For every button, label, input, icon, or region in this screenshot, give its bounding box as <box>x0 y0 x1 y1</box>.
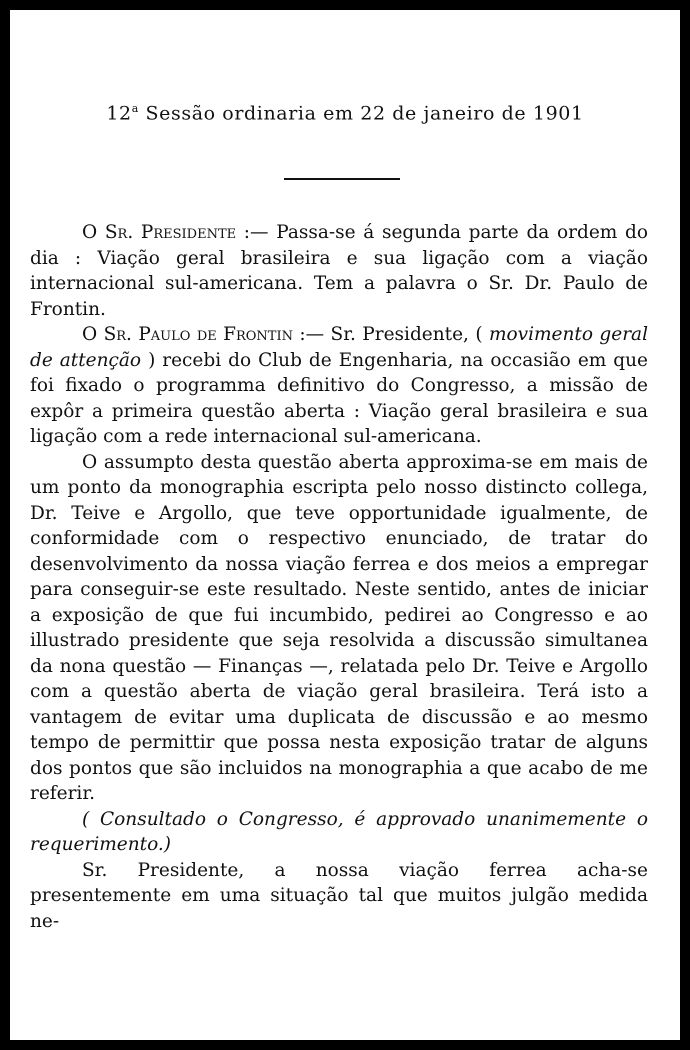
ordinal-superscript: a <box>131 102 139 115</box>
paragraph-4-italic-note: ( Consultado o Congresso, é approvado unanimemente o requerimento.) <box>30 808 648 855</box>
session-title-text: Sessão ordinaria em 22 de janeiro de 1901 <box>138 102 584 125</box>
session-number: 12 <box>106 102 132 125</box>
paragraph-1-text: :— Passa-se á segunda parte da ordem do dia : Viação geral brasileira e sua ligação com a viação internacional sul-americana. Tem a palavra o Sr. Dr. Paulo de Frontin. <box>30 222 648 320</box>
paragraph-2-text-b: ) recebi do Club de Engenharia, na occasião em que foi fixado o programma definitivo do Congresso, a missão de expôr a primeira questão aberta : Viação geral brasileira e sua ligação com a rede internacional sul-americana. <box>30 349 648 447</box>
speaker-presidente: O Sr. Presidente <box>82 222 237 243</box>
paragraph-3: O assumpto desta questão aberta approxima-se em mais de um ponto da monographia escripta pelo nosso distincto collega, Dr. Teive e Argollo, que teve opportunidade igualmente, de conformidade com o respectivo enunciado, de tratar do desenvolvimento da nossa viação ferrea e dos meios a empregar para conseguir-se este resultado. Neste sentido, antes de iniciar a exposição de que fui incumbido, pedirei ao Congresso e ao illustrado presidente que seja resolvida a discussão simultanea da nona questão — Finanças —, relatada pelo Dr. Teive e Argollo com a questão aberta de viação geral brasileira. Terá isto a vantagem de evitar uma duplicata de discussão e ao mesmo tempo de permittir que possa nesta exposição tratar de alguns dos pontos que são incluidos na monographia a que acabo de me referir. <box>30 451 648 804</box>
speaker-frontin: O Sr. Paulo de Frontin <box>82 324 293 345</box>
document-page <box>10 10 680 1040</box>
paragraph-2 <box>30 322 648 450</box>
paragraph-1 <box>30 220 648 322</box>
document-body <box>30 220 648 934</box>
paragraph-2-text-a: :— Sr. Presidente, ( <box>292 324 483 345</box>
session-title <box>10 102 680 124</box>
paragraph-2-italic: movimento geral de attenção <box>30 324 648 371</box>
title-divider <box>284 178 400 180</box>
paragraph-5: Sr. Presidente, a nossa viação ferrea acha-se presentemente em uma situação tal que muitos julgão medida ne- <box>30 859 648 932</box>
